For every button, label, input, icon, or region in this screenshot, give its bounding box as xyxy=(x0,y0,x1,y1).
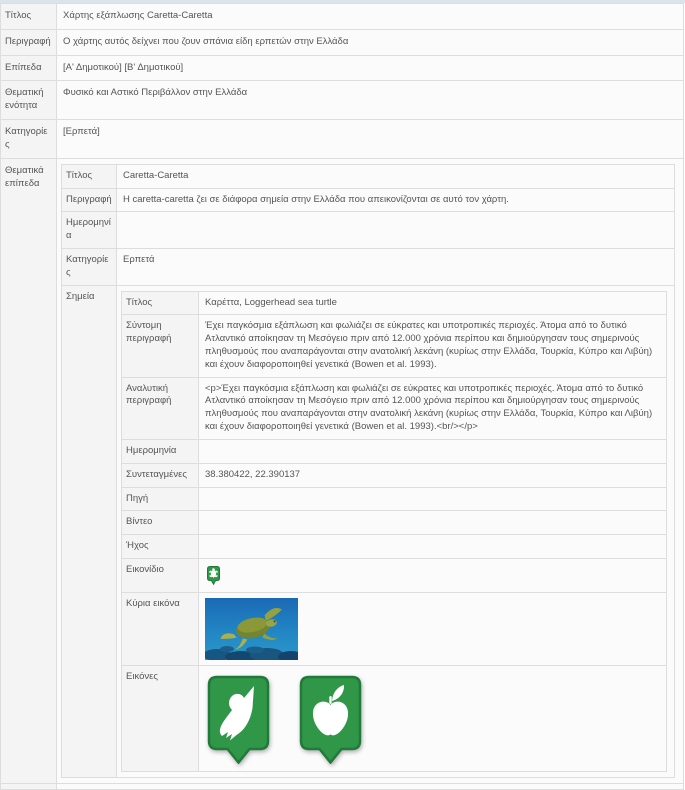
table-row xyxy=(1,81,684,120)
table-row xyxy=(122,511,667,535)
field-value xyxy=(57,783,684,789)
field-label: Επίπεδα xyxy=(1,55,57,81)
table-row xyxy=(122,665,667,771)
field-value xyxy=(199,487,667,511)
table-row xyxy=(122,487,667,511)
images-cell xyxy=(199,665,667,771)
field-label: Ήχος xyxy=(122,535,199,559)
table-row xyxy=(62,248,675,285)
thematic-layers-cell xyxy=(57,158,684,783)
table-row xyxy=(122,291,667,315)
field-label: Τίτλος xyxy=(1,4,57,30)
field-label: Ημερομηνία xyxy=(122,439,199,463)
field-value: [Α' Δημοτικού] [Β' Δημοτικού] xyxy=(57,55,684,81)
field-value: Καρέττα, Loggerhead sea turtle xyxy=(199,291,667,315)
field-label: Κατηγορίες xyxy=(1,120,57,159)
field-value: Caretta-Caretta xyxy=(117,164,675,188)
field-value: [Ερπετά] xyxy=(57,120,684,159)
field-label: Περιγραφή xyxy=(62,188,117,212)
field-value xyxy=(117,212,675,249)
field-label: Εικονίδιο xyxy=(122,558,199,592)
table-row xyxy=(62,285,675,777)
table-row xyxy=(1,55,684,81)
table-row xyxy=(1,4,684,30)
field-label: Σύντομη περιγραφή xyxy=(122,315,199,377)
table-row xyxy=(122,535,667,559)
field-label xyxy=(1,783,57,789)
points-cell xyxy=(117,285,675,777)
field-label: Κύρια εικόνα xyxy=(122,592,199,665)
field-label: Κατηγορίες xyxy=(62,248,117,285)
field-value: Φυσικό και Αστικό Περιβάλλον στην Ελλάδα xyxy=(57,81,684,120)
field-label: Θεματικά επίπεδα xyxy=(1,158,57,783)
field-value: Η caretta-caretta ζει σε διάφορα σημεία στην Ελλάδα που απεικονίζονται σε αυτό τον χάρτη. xyxy=(117,188,675,212)
resource-metadata-table xyxy=(0,3,684,790)
main-image-cell xyxy=(199,592,667,665)
table-row xyxy=(1,120,684,159)
table-row xyxy=(122,315,667,377)
field-label: Περιγραφή xyxy=(1,29,57,55)
layer-table xyxy=(61,164,675,778)
field-label: Τίτλος xyxy=(122,291,199,315)
field-label: Ημερομηνία xyxy=(62,212,117,249)
field-label: Θεματική ενότητα xyxy=(1,81,57,120)
table-row xyxy=(122,377,667,439)
icon-cell xyxy=(199,558,667,592)
field-label: Εικόνες xyxy=(122,665,199,771)
apple-marker-icon[interactable] xyxy=(299,675,362,764)
field-value: Έχει παγκόσμια εξάπλωση και φωλιάζει σε εύκρατες και υποτροπικές περιοχές. Άτομα από το δυτικό Ατλαντικό αποίκησαν τη Μεσόγειο πριν από 12.000 χρόνια περίπου και δημιούργησαν τους σημερινούς πληθυσμούς που αναπαράγονται στην ανατολική λεκάνη (κυρίως στην Ελλάδα, Τουρκία, Κύπρο και Λιβύη) και έχουν διαφοροποιηθεί γενετικά (Bowen et al. 1993). xyxy=(199,315,667,377)
field-label: Σημεία xyxy=(62,285,117,777)
table-row xyxy=(122,592,667,665)
points-table xyxy=(121,291,667,772)
field-label: Συντεταγμένες xyxy=(122,463,199,487)
turtle-pin-icon[interactable] xyxy=(205,565,222,586)
bird-marker-icon[interactable] xyxy=(207,675,270,764)
field-value xyxy=(199,511,667,535)
field-value xyxy=(199,439,667,463)
field-value: Ο χάρτης αυτός δείχνει που ζουν σπάνια είδη ερπετών στην Ελλάδα xyxy=(57,29,684,55)
field-label: Πηγή xyxy=(122,487,199,511)
table-row xyxy=(122,463,667,487)
field-label: Τίτλος xyxy=(62,164,117,188)
table-row xyxy=(1,783,684,789)
table-row xyxy=(62,164,675,188)
sea-turtle-photo[interactable] xyxy=(205,598,298,660)
field-value: Ερπετά xyxy=(117,248,675,285)
coordinates-value: 38.380422, 22.390137 xyxy=(199,463,667,487)
table-row xyxy=(122,558,667,592)
table-row xyxy=(122,439,667,463)
field-label: Βίντεο xyxy=(122,511,199,535)
table-row xyxy=(1,158,684,783)
field-value: Χάρτης εξάπλωσης Caretta-Caretta xyxy=(57,4,684,30)
field-label: Αναλυτική περιγραφή xyxy=(122,377,199,439)
table-row xyxy=(62,188,675,212)
field-value xyxy=(199,535,667,559)
table-row xyxy=(62,212,675,249)
table-row xyxy=(1,29,684,55)
field-value: <p>Έχει παγκόσμια εξάπλωση και φωλιάζει σε εύκρατες και υποτροπικές περιοχές. Άτομα από το δυτικό Ατλαντικό αποίκησαν τη Μεσόγειο πριν από 12.000 χρόνια περίπου και δημιούργησαν τους σημερινούς πληθυσμούς που αναπαράγονται στην ανατολική λεκάνη (κυρίως στην Ελλάδα, Τουρκία, Κύπρο και Λιβύη) και έχουν διαφοροποιηθεί γενετικά (Bowen et al. 1993).<br/></p> xyxy=(199,377,667,439)
